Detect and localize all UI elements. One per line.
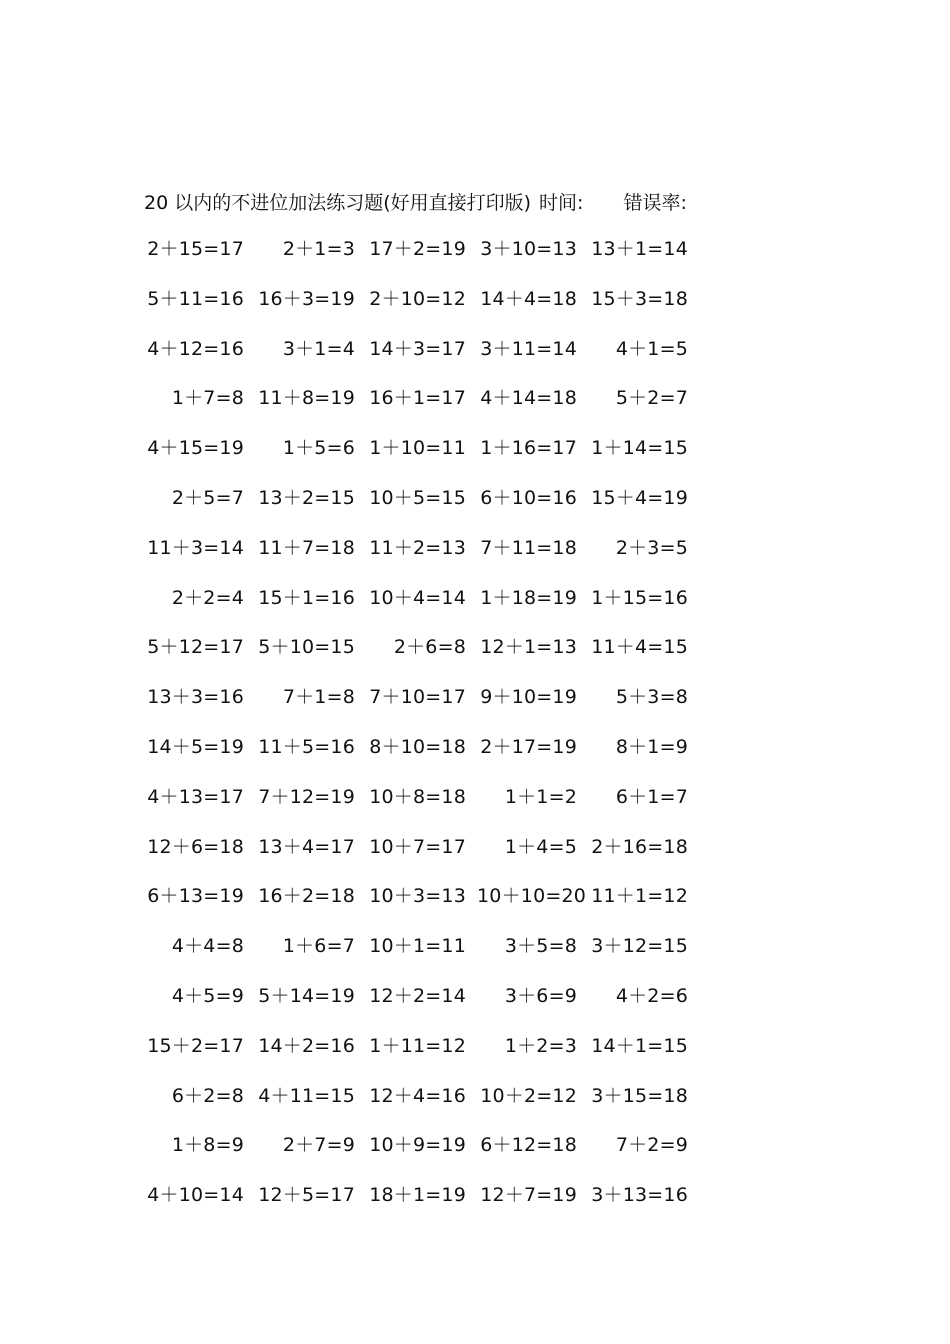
problem-item: 6＋1=7 bbox=[615, 785, 688, 808]
problem-item: 1＋11=12 bbox=[369, 1034, 466, 1057]
problem-item: 15＋3=18 bbox=[591, 287, 688, 310]
problem-row bbox=[144, 1129, 744, 1179]
problem-item: 10＋8=18 bbox=[369, 785, 466, 808]
problem-item: 6＋2=8 bbox=[171, 1084, 244, 1107]
problem-item: 1＋6=7 bbox=[282, 935, 355, 958]
problem-item: 16＋2=18 bbox=[258, 885, 355, 908]
problem-item: 4＋11=15 bbox=[258, 1084, 355, 1107]
problem-item: 15＋2=17 bbox=[147, 1034, 244, 1057]
problem-row bbox=[144, 582, 744, 632]
problem-item: 10＋5=15 bbox=[369, 486, 466, 509]
problem-item: 4＋15=19 bbox=[147, 437, 244, 460]
problem-item: 2＋1=3 bbox=[282, 238, 355, 260]
problem-item: 8＋10=18 bbox=[369, 735, 466, 758]
problem-item: 7＋1=8 bbox=[282, 686, 355, 709]
problem-row bbox=[144, 283, 744, 333]
problem-row bbox=[144, 333, 744, 383]
problem-item: 12＋6=18 bbox=[147, 835, 244, 858]
problem-item: 10＋9=19 bbox=[369, 1134, 466, 1157]
problem-item: 6＋10=16 bbox=[480, 486, 577, 509]
problem-item: 1＋15=16 bbox=[591, 586, 688, 609]
problem-item: 1＋2=3 bbox=[504, 1034, 577, 1057]
problem-item: 1＋16=17 bbox=[480, 437, 577, 460]
problem-item: 4＋12=16 bbox=[147, 337, 244, 360]
problem-item: 10＋3=13 bbox=[369, 885, 466, 908]
problem-item: 2＋5=7 bbox=[171, 486, 244, 509]
problem-item: 2＋15=17 bbox=[147, 238, 244, 260]
problem-item: 1＋14=15 bbox=[591, 437, 688, 460]
problem-item: 3＋6=9 bbox=[504, 984, 577, 1007]
problem-item: 12＋7=19 bbox=[480, 1184, 577, 1207]
problem-item: 11＋4=15 bbox=[591, 636, 688, 659]
problem-item: 11＋8=19 bbox=[258, 387, 355, 410]
problem-item: 13＋1=14 bbox=[591, 238, 688, 260]
problem-item: 11＋3=14 bbox=[147, 536, 244, 559]
problem-row bbox=[144, 1179, 744, 1229]
problem-grid bbox=[144, 233, 744, 1229]
problem-row bbox=[144, 432, 744, 482]
problem-item: 8＋1=9 bbox=[615, 735, 688, 758]
problem-row bbox=[144, 532, 744, 582]
problem-item: 13＋2=15 bbox=[258, 486, 355, 509]
problem-item: 13＋4=17 bbox=[258, 835, 355, 858]
problem-row bbox=[144, 831, 744, 881]
problem-item: 2＋10=12 bbox=[369, 287, 466, 310]
problem-item: 1＋5=6 bbox=[282, 437, 355, 460]
problem-row bbox=[144, 1030, 744, 1080]
problem-item: 15＋4=19 bbox=[591, 486, 688, 509]
problem-row bbox=[144, 681, 744, 731]
problem-item: 11＋5=16 bbox=[258, 735, 355, 758]
problem-item: 1＋7=8 bbox=[171, 387, 244, 410]
problem-item: 4＋1=5 bbox=[615, 337, 688, 360]
time-label: 时间: bbox=[539, 191, 584, 214]
problem-item: 3＋1=4 bbox=[282, 337, 355, 360]
problem-item: 10＋10=20 bbox=[477, 885, 587, 908]
problem-item: 11＋7=18 bbox=[258, 536, 355, 559]
problem-item: 10＋1=11 bbox=[369, 935, 466, 958]
problem-item: 12＋2=14 bbox=[369, 984, 466, 1007]
problem-item: 4＋14=18 bbox=[480, 387, 577, 410]
problem-item: 3＋12=15 bbox=[591, 935, 688, 958]
problem-item: 14＋5=19 bbox=[147, 735, 244, 758]
problem-item: 16＋3=19 bbox=[258, 287, 355, 310]
problem-item: 13＋3=16 bbox=[147, 686, 244, 709]
problem-item: 3＋15=18 bbox=[591, 1084, 688, 1107]
problem-item: 14＋1=15 bbox=[591, 1034, 688, 1057]
problem-item: 3＋13=16 bbox=[591, 1184, 688, 1207]
problem-item: 5＋10=15 bbox=[258, 636, 355, 659]
problem-item: 4＋2=6 bbox=[615, 984, 688, 1007]
problem-item: 9＋10=19 bbox=[480, 686, 577, 709]
problem-item: 12＋4=16 bbox=[369, 1084, 466, 1107]
problem-item: 7＋11=18 bbox=[480, 536, 577, 559]
problem-item: 10＋2=12 bbox=[480, 1084, 577, 1107]
error-rate-label: 错误率: bbox=[623, 191, 687, 214]
problem-item: 7＋2=9 bbox=[615, 1134, 688, 1157]
problem-item: 2＋2=4 bbox=[171, 586, 244, 609]
problem-row bbox=[144, 482, 744, 532]
problem-row bbox=[144, 233, 744, 283]
problem-item: 1＋1=2 bbox=[504, 785, 577, 808]
problem-row bbox=[144, 980, 744, 1030]
problem-row bbox=[144, 382, 744, 432]
problem-row bbox=[144, 781, 744, 831]
problem-item: 16＋1=17 bbox=[369, 387, 466, 410]
problem-item: 2＋7=9 bbox=[282, 1134, 355, 1157]
problem-item: 3＋5=8 bbox=[504, 935, 577, 958]
problem-row bbox=[144, 1080, 744, 1130]
problem-item: 10＋7=17 bbox=[369, 835, 466, 858]
problem-item: 2＋6=8 bbox=[393, 636, 466, 659]
problem-item: 2＋17=19 bbox=[480, 735, 577, 758]
problem-item: 4＋13=17 bbox=[147, 785, 244, 808]
problem-item: 1＋10=11 bbox=[369, 437, 466, 460]
problem-item: 14＋2=16 bbox=[258, 1034, 355, 1057]
problem-item: 17＋2=19 bbox=[369, 238, 466, 260]
problem-item: 5＋2=7 bbox=[615, 387, 688, 410]
problem-item: 10＋4=14 bbox=[369, 586, 466, 609]
problem-row bbox=[144, 631, 744, 681]
problem-item: 1＋8=9 bbox=[171, 1134, 244, 1157]
problem-item: 12＋1=13 bbox=[480, 636, 577, 659]
problem-row bbox=[144, 731, 744, 781]
problem-item: 11＋2=13 bbox=[369, 536, 466, 559]
problem-item: 4＋10=14 bbox=[147, 1184, 244, 1207]
problem-item: 1＋18=19 bbox=[480, 586, 577, 609]
problem-item: 4＋5=9 bbox=[171, 984, 244, 1007]
problem-item: 7＋12=19 bbox=[258, 785, 355, 808]
problem-item: 5＋14=19 bbox=[258, 984, 355, 1007]
problem-item: 11＋1=12 bbox=[591, 885, 688, 908]
problem-row bbox=[144, 930, 744, 980]
problem-item: 6＋12=18 bbox=[480, 1134, 577, 1157]
problem-item: 7＋10=17 bbox=[369, 686, 466, 709]
problem-item: 4＋4=8 bbox=[171, 935, 244, 958]
problem-item: 1＋4=5 bbox=[504, 835, 577, 858]
problem-item: 5＋3=8 bbox=[615, 686, 688, 709]
problem-item: 14＋4=18 bbox=[480, 287, 577, 310]
problem-item: 15＋1=16 bbox=[258, 586, 355, 609]
worksheet-header bbox=[144, 187, 687, 215]
problem-item: 5＋12=17 bbox=[147, 636, 244, 659]
problem-item: 14＋3=17 bbox=[369, 337, 466, 360]
problem-item: 3＋11=14 bbox=[480, 337, 577, 360]
problem-item: 2＋16=18 bbox=[591, 835, 688, 858]
problem-row bbox=[144, 880, 744, 930]
problem-item: 5＋11=16 bbox=[147, 287, 244, 310]
problem-item: 18＋1=19 bbox=[369, 1184, 466, 1207]
worksheet-title: 20 以内的不进位加法练习题(好用直接打印版) bbox=[144, 191, 532, 214]
problem-item: 12＋5=17 bbox=[258, 1184, 355, 1207]
problem-item: 6＋13=19 bbox=[147, 885, 244, 908]
problem-item: 2＋3=5 bbox=[615, 536, 688, 559]
problem-item: 3＋10=13 bbox=[480, 238, 577, 260]
